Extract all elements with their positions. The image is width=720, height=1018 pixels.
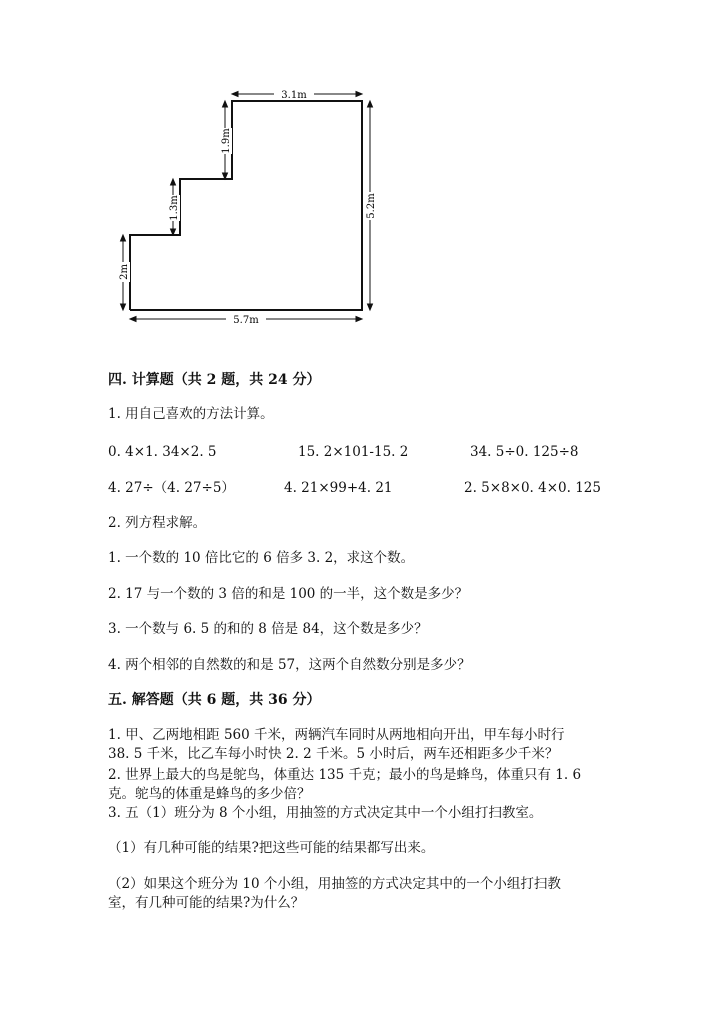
shape-outline [130, 101, 362, 310]
equation-3: 3. 一个数与 6. 5 的和的 8 倍是 84，这个数是多少？ [108, 621, 428, 637]
equation-4: 4. 两个相邻的自然数的和是 57，这两个自然数分别是多少？ [108, 657, 471, 673]
calc-item: 0. 4×1. 34×2. 5 [108, 444, 217, 460]
problem-2-line-1: 2. 世界上最大的鸟是鸵鸟，体重达 135 千克；最小的鸟是蜂鸟，体重只有 1. 6 [108, 767, 582, 783]
dim-bottom-label: 5.7m [233, 315, 259, 326]
problem-3-sub-1: （1）有几种可能的结果?把这些可能的结果都写出来。 [108, 840, 435, 856]
dim-top-label: 3.1m [281, 90, 307, 101]
dim-step2-label: 1.9m [221, 128, 232, 154]
section4-q2: 2. 列方程求解。 [108, 515, 207, 531]
problem-3-sub-2-line-2: 室，有几种可能的结果?为什么？ [108, 895, 305, 911]
equation-1: 1. 一个数的 10 倍比它的 6 倍多 3. 2，求这个数。 [108, 550, 415, 566]
section5-heading: 五. 解答题（共 6 题，共 36 分） [108, 692, 321, 708]
equation-2: 2. 17 与一个数的 3 倍的和是 100 的一半，这个数是多少？ [108, 586, 469, 602]
staircase-shape-figure [110, 84, 390, 334]
calc-item: 34. 5÷0. 125÷8 [470, 444, 579, 460]
problem-1-line-2: 38. 5 千米，比乙车每小时快 2. 2 千米。5 小时后，两车还相距多少千米？ [108, 746, 559, 762]
calc-item: 15. 2×101-15. 2 [298, 444, 409, 460]
calc-item: 4. 21×99+4. 21 [284, 480, 393, 496]
problem-3-sub-2-line-1: （2）如果这个班分为 10 个小组，用抽签的方式决定其中的一个小组打扫教 [108, 876, 561, 892]
dim-step1-label: 1.3m [169, 195, 180, 221]
calc-item: 2. 5×8×0. 4×0. 125 [464, 480, 601, 496]
section4-q1: 1. 用自己喜欢的方法计算。 [108, 406, 274, 422]
dim-left-label: 2m [119, 264, 130, 280]
calc-item: 4. 27÷（4. 27÷5） [108, 480, 235, 496]
problem-1-line-1: 1. 甲、乙两地相距 560 千米，两辆汽车同时从两地相向开出，甲车每小时行 [108, 727, 565, 743]
dim-right-label: 5.2m [366, 193, 377, 219]
problem-2-line-2: 克。鸵鸟的体重是蜂鸟的多少倍？ [108, 786, 311, 802]
section4-heading: 四. 计算题（共 2 题，共 24 分） [108, 372, 321, 388]
problem-3: 3. 五（1）班分为 8 个小组，用抽签的方式决定其中一个小组打扫教室。 [108, 805, 543, 821]
